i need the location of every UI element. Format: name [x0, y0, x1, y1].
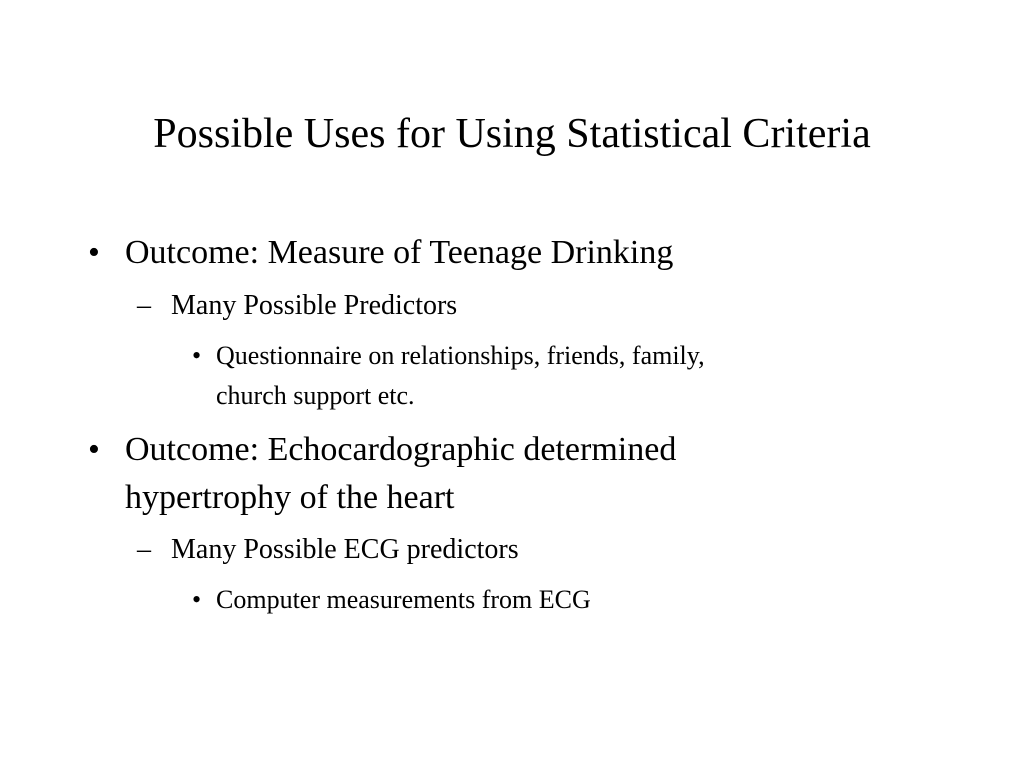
bullet-text: Outcome: Echocardographic determined — [125, 431, 677, 468]
sub-sub-bullet-text: Computer measurements from ECG — [216, 585, 591, 614]
bullet-text: Outcome: Measure of Teenage Drinking — [125, 234, 674, 271]
dash-marker: – — [137, 290, 151, 321]
bullet-marker: • — [88, 431, 100, 468]
bullet-marker: • — [88, 234, 100, 271]
bullet-marker: • — [192, 341, 202, 370]
slide-title: Possible Uses for Using Statistical Criteria — [153, 111, 871, 157]
sub-bullet-text: Many Possible Predictors — [171, 290, 458, 321]
bullet-marker: • — [192, 585, 202, 614]
bullet-text: hypertrophy of the heart — [125, 479, 455, 516]
sub-sub-bullet-text: church support etc. — [216, 381, 415, 410]
sub-sub-bullet-text: Questionnaire on relationships, friends, family, — [216, 341, 705, 370]
sub-bullet-text: Many Possible ECG predictors — [171, 534, 519, 565]
dash-marker: – — [137, 534, 151, 565]
